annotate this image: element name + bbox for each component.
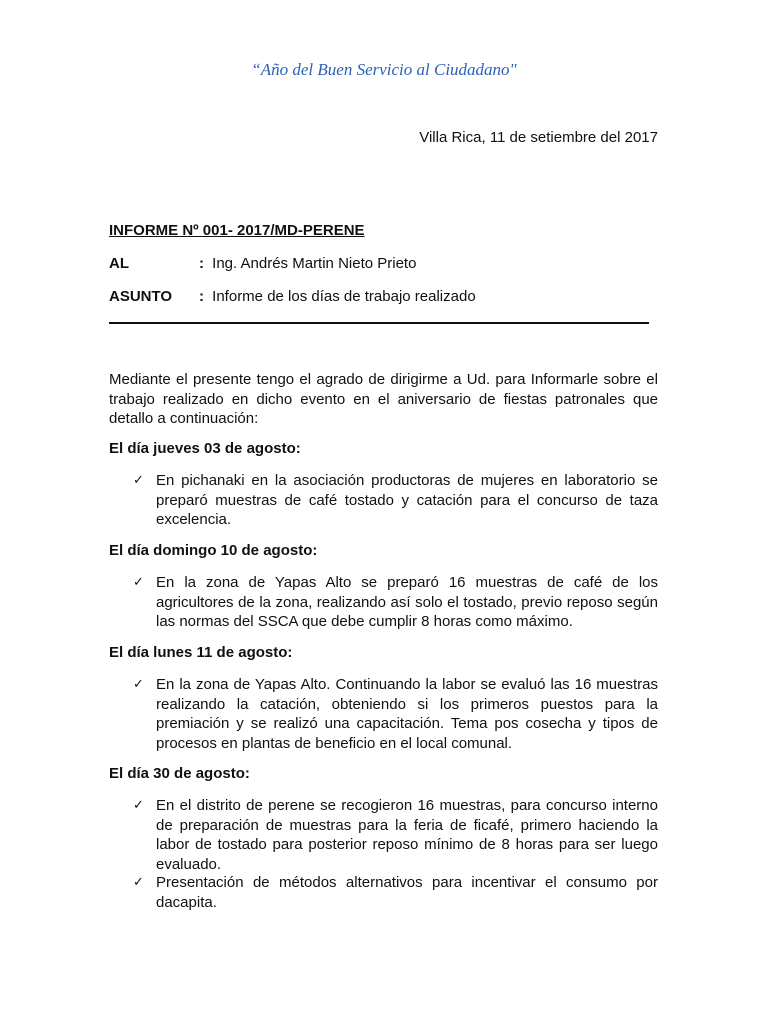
list-item xyxy=(133,471,658,530)
day-heading: El día domingo 10 de agosto: xyxy=(109,542,318,559)
recipient-row xyxy=(109,255,416,272)
day-heading: El día jueves 03 de agosto: xyxy=(109,440,301,457)
day-heading: El día lunes 11 de agosto: xyxy=(109,644,293,661)
list-item xyxy=(133,573,658,632)
checkmark-icon: ✓ xyxy=(133,575,144,590)
report-title: INFORME Nº 001- 2017/MD-PERENE xyxy=(109,222,365,239)
list-item-text: En la zona de Yapas Alto. Continuando la labor se evaluó las 16 muestras realizando la catación, obteniendo si los primeros puestos para la premiación y se realizó una capacitación. Tema pos cosecha y tipos de procesos en plantas de beneficio en el local comunal. xyxy=(156,676,658,752)
subject-value: Informe de los días de trabajo realizado xyxy=(212,288,476,305)
year-motto: “Año del Buen Servicio al Ciudadano" xyxy=(251,60,517,79)
checkmark-icon: ✓ xyxy=(133,798,144,813)
subject-separator: : xyxy=(199,288,204,305)
list-item xyxy=(133,675,658,753)
date-line: Villa Rica, 11 de setiembre del 2017 xyxy=(419,129,658,146)
recipient-value: Ing. Andrés Martin Nieto Prieto xyxy=(212,255,417,272)
list-item-text: En el distrito de perene se recogieron 16 muestras, para concurso interno de preparación de muestras para la feria de ficafé, primero haciendo la labor de tostado para posterior reposo mínimo de 8 horas para ser luego evaluado. xyxy=(156,797,658,873)
recipient-separator: : xyxy=(199,255,204,272)
subject-label: ASUNTO xyxy=(109,288,173,305)
list-item-text: En la zona de Yapas Alto se preparó 16 muestras de café de los agricultores de la zona, realizando así solo el tostado, previo reposo según las normas del SSCA que debe cumplir 8 horas como máximo. xyxy=(156,574,658,630)
list-item xyxy=(133,873,658,912)
recipient-label: AL xyxy=(109,255,129,272)
checkmark-icon: ✓ xyxy=(133,677,144,692)
day-heading: El día 30 de agosto: xyxy=(109,765,250,782)
checkmark-icon: ✓ xyxy=(133,473,144,488)
header-divider xyxy=(109,322,649,324)
list-item-text: Presentación de métodos alternativos para incentivar el consumo por dacapita. xyxy=(156,874,658,911)
list-item-text: En pichanaki en la asociación productoras de mujeres en laboratorio se preparó muestras de café tostado y catación para el concurso de taza excelencia. xyxy=(156,472,658,528)
intro-paragraph: Mediante el presente tengo el agrado de dirigirme a Ud. para Informarle sobre el trabajo realizado en dicho evento en el aniversario de fiestas patronales que detallo a continuación: xyxy=(109,371,658,427)
list-item xyxy=(133,796,658,874)
checkmark-icon: ✓ xyxy=(133,875,144,890)
subject-row xyxy=(109,288,476,305)
